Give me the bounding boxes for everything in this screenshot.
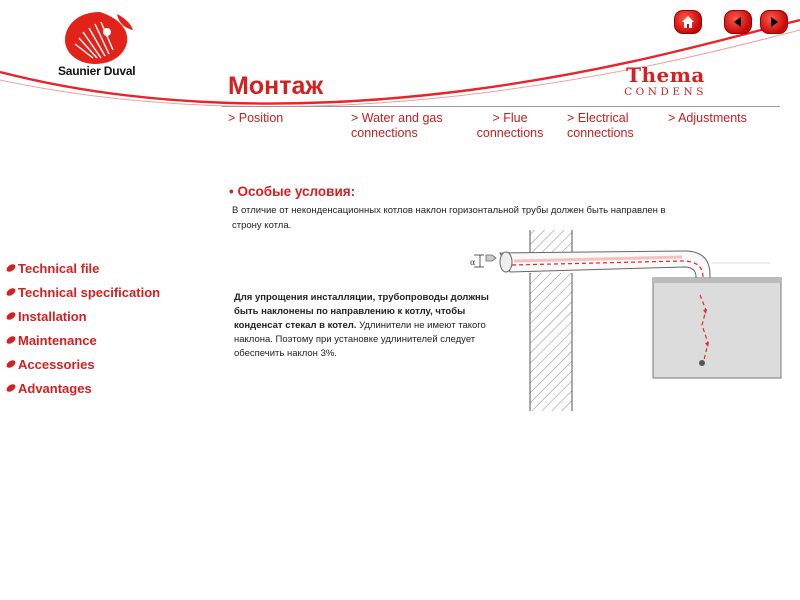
sidebar-item-technical-specification[interactable] (6, 280, 160, 304)
sidebar-item-label: Installation (18, 308, 87, 324)
angle-label: α (470, 258, 476, 267)
sidebar-item-technical-file[interactable] (6, 256, 160, 280)
bullet-icon (5, 359, 17, 370)
sidebar-item-label: Accessories (18, 356, 95, 372)
home-button[interactable] (674, 10, 702, 34)
arrow-right-icon (767, 15, 781, 29)
page-title: Монтаж (228, 72, 324, 100)
product-subname: CONDENS (624, 86, 707, 98)
sidebar-item-label: Maintenance (18, 332, 97, 348)
installation-note (234, 291, 496, 361)
bullet-icon (5, 335, 17, 346)
product-name: Thema (626, 63, 705, 87)
product-brand (618, 64, 713, 98)
intro-text: В отличие от неконденсационных котлов наклон горизонтальной трубы должен быть направлен в строну котла. (232, 205, 666, 231)
sidebar-item-maintenance[interactable] (6, 328, 160, 352)
bullet-icon (5, 263, 17, 274)
angle-marker (470, 255, 484, 267)
bullet-icon (5, 383, 17, 394)
tab-position[interactable]: > Position (228, 111, 284, 125)
previous-button[interactable] (724, 10, 752, 34)
sidebar-item-advantages[interactable] (6, 376, 160, 400)
tab-flue-connections[interactable]: > Flue connections (476, 111, 544, 140)
tab-adjustments[interactable]: > Adjustments (668, 111, 747, 125)
flue-slope-diagram (470, 225, 790, 415)
tab-electrical-connections[interactable]: > Electrical connections (567, 111, 634, 140)
installation-note-bold: Для упрощения инсталляции, трубопроводы должны быть наклонены по направлению к котлу, чтобы конденсат стекал в котел. (234, 292, 489, 331)
home-icon (681, 15, 695, 29)
bullet-icon (5, 287, 17, 298)
next-button[interactable] (760, 10, 788, 34)
installation-note-regular: Удлинители не имеют такого наклона. Поэтому при установке удлинителей следует обеспечить наклон 3%. (234, 320, 486, 359)
sidebar-item-label: Technical specification (18, 284, 161, 300)
section-subheading: • Особые условия: (229, 184, 356, 199)
sidebar-item-label: Technical file (18, 260, 100, 276)
logo-text: Saunier Duval (58, 64, 136, 78)
header-divider (222, 106, 780, 107)
sidebar-item-accessories[interactable] (6, 352, 160, 376)
sidebar-menu (6, 256, 160, 400)
tab-water-gas-connections[interactable]: > Water and gas connections (351, 111, 443, 140)
arrow-left-icon (731, 15, 745, 29)
boiler (653, 278, 781, 378)
sidebar-item-label: Advantages (18, 380, 92, 396)
sidebar-item-installation[interactable] (6, 304, 160, 328)
bullet-icon (5, 311, 17, 322)
